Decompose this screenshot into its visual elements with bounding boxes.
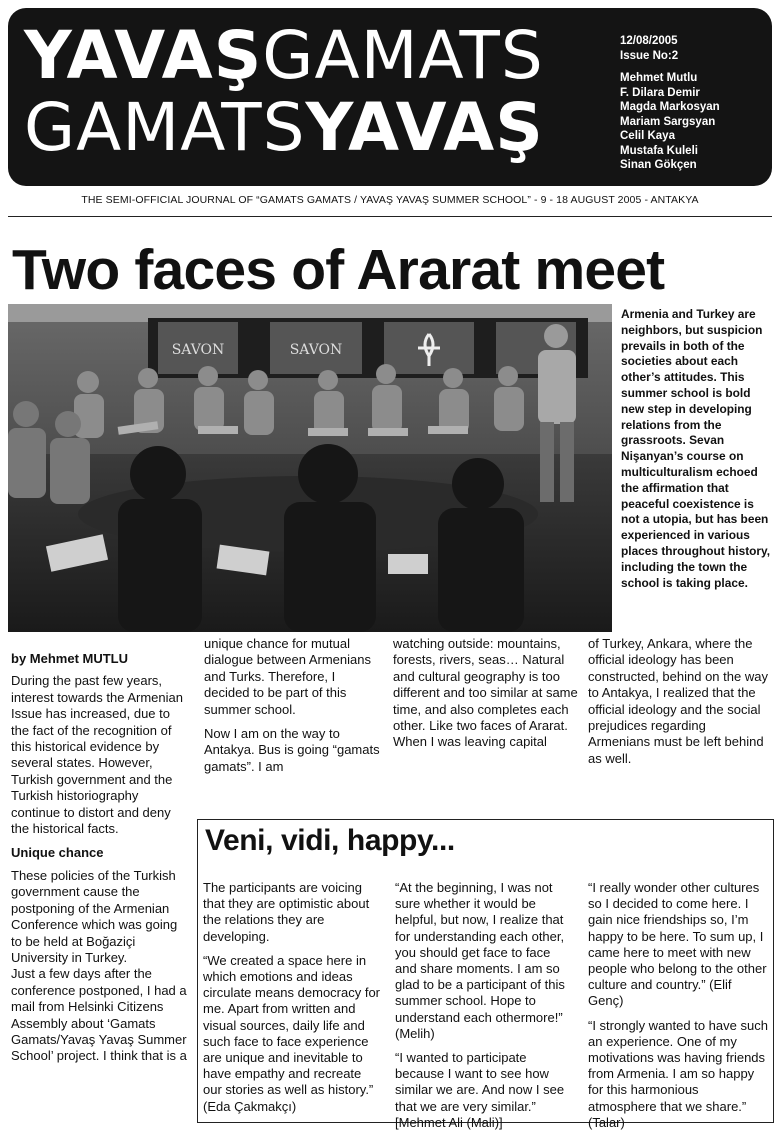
classroom-photo-illustration <box>8 304 612 632</box>
quote-paragraph: “I wanted to participate because I want to see how similar we are. And now I see that we are very similar.” [Mehmet Ali (Mali)] <box>395 1050 565 1130</box>
divider <box>8 216 772 217</box>
editor-name: Celil Kaya <box>620 130 675 142</box>
article-column-3 <box>393 636 578 759</box>
subhead: Unique chance <box>11 845 104 861</box>
article-paragraph: These policies of the Turkish government cause the postponing of the Armenian Conference which was going to be held at Boğaziçi University in Turkey. <box>11 867 178 965</box>
editor-name: F. Dilara Demir <box>620 86 700 99</box>
masthead-title-thin: GAMATS <box>262 17 544 94</box>
quotes-box <box>197 819 774 1130</box>
masthead-title-thin: GAMATS <box>24 89 306 166</box>
photo-sign-text: SAVON <box>289 342 343 358</box>
article-paragraph: of Turkey, Ankara, where the official ideology has been constructed, behind on the way to Antakya, I realized that the official ideology and the social prejudices regarding Armenians must be left behind as well. <box>588 636 768 766</box>
headline: Two faces of Ararat meet <box>12 238 665 302</box>
masthead-title-bold: YAVAŞ <box>24 17 263 94</box>
article-column-2 <box>204 636 380 783</box>
editor-name: Mustafa Kuleli <box>620 144 698 157</box>
article-paragraph: Just a few days after the conference postponed, I had a mail from Helsinki Citizens Assembly about ‘Gamats Gamats/Yavaş Yavaş Summer School’ project. I think that is a <box>11 966 187 1064</box>
photo-sign-text: SAVON <box>171 342 225 358</box>
quote-paragraph: The participants are voicing that they are optimistic about the relations they are developing. <box>203 880 370 944</box>
quote-paragraph: “At the beginning, I was not sure whether it would be helpful, but now, I realize that for understanding each other, you should get face to face and share moments. I am so glad to be a participant of this summer school. Hope to understand each othermore!” (Melih) <box>395 880 565 1041</box>
article-paragraph: unique chance for mutual dialogue between Armenians and Turks. Therefore, I decided to be part of this summer school. <box>204 636 371 717</box>
quote-paragraph: “I really wonder other cultures so I decided to come here. I gain nice friendships so, I’m happy to be here. To sum up, I came here to meet with new people who belong to the other culture and country.” (Elif Genç) <box>588 880 767 1009</box>
masthead-info <box>620 34 765 173</box>
article-paragraph: watching outside: mountains, forests, rivers, seas… Natural and cultural geography is too different and too similar at same time, and also completes each other. Like two faces of Ararat. When I was leaving capital <box>393 636 578 750</box>
article-paragraph: Now I am on the way to Antakya. Bus is going “gamats gamats”. I am <box>204 726 380 774</box>
box-column-3 <box>588 880 768 1132</box>
issue-meta <box>620 34 765 63</box>
editor-name: Mariam Sargsyan <box>620 115 716 128</box>
masthead-title-bold: YAVAŞ <box>305 89 544 166</box>
quote-paragraph: “We created a space here in which emotions and ideas circulate means democracy for me. Apart from written and visual sources, daily life and such face to face experience are unique and inevitable to have empathy and recreate our stories as well as history.” (Eda Çakmakçı) <box>203 952 381 1114</box>
article-column-4 <box>588 636 770 775</box>
editor-name: Mehmet Mutlu <box>620 72 698 84</box>
editor-name: Sinan Gökçen <box>620 159 697 171</box>
byline: by Mehmet MUTLU <box>11 651 128 666</box>
box-column-2 <box>395 880 572 1132</box>
article-column-1 <box>11 651 187 1073</box>
journal-subtitle: THE SEMI-OFFICIAL JOURNAL OF “GAMATS GAMATS / YAVAŞ YAVAŞ SUMMER SCHOOL” - 9 - 18 AUGUST 2005 - ANTAKYA <box>81 194 699 206</box>
masthead-title-line-1 <box>24 17 544 94</box>
masthead-title-line-2 <box>24 89 544 166</box>
editor-name: Magda Markosyan <box>620 101 720 113</box>
issue-number: Issue No:2 <box>620 49 679 62</box>
box-column-1 <box>203 880 381 1123</box>
lede-text: Armenia and Turkey are neighbors, but suspicion prevails in both of the societies about each other’s attitudes. This summer school is bold new step in developing relations from the grassroots. Sevan Nişanyan’s course on multiculturalism echoed the affirmation that peaceful coexistence is not a utopia, but has been experienced in various places throughout history, including the town the school is taking place. <box>621 307 771 590</box>
article-paragraph: During the past few years, interest towards the Armenian Issue has increased, due to the fact of the recognition of this historical evidence by several states. However, Turkish government and the Turkish historiography continue to distort and deny the historical facts. <box>11 673 183 837</box>
masthead <box>8 8 772 186</box>
editor-list <box>620 71 765 173</box>
quote-paragraph: “I strongly wanted to have such an experience. One of my motivations was having friends from Armenia. I am so happy for this harmonious atmosphere that we share.” (Talar) <box>588 1017 768 1130</box>
classroom-photo <box>8 304 612 632</box>
issue-date: 12/08/2005 <box>620 35 678 47</box>
box-title: Veni, vidi, happy... <box>205 824 455 857</box>
